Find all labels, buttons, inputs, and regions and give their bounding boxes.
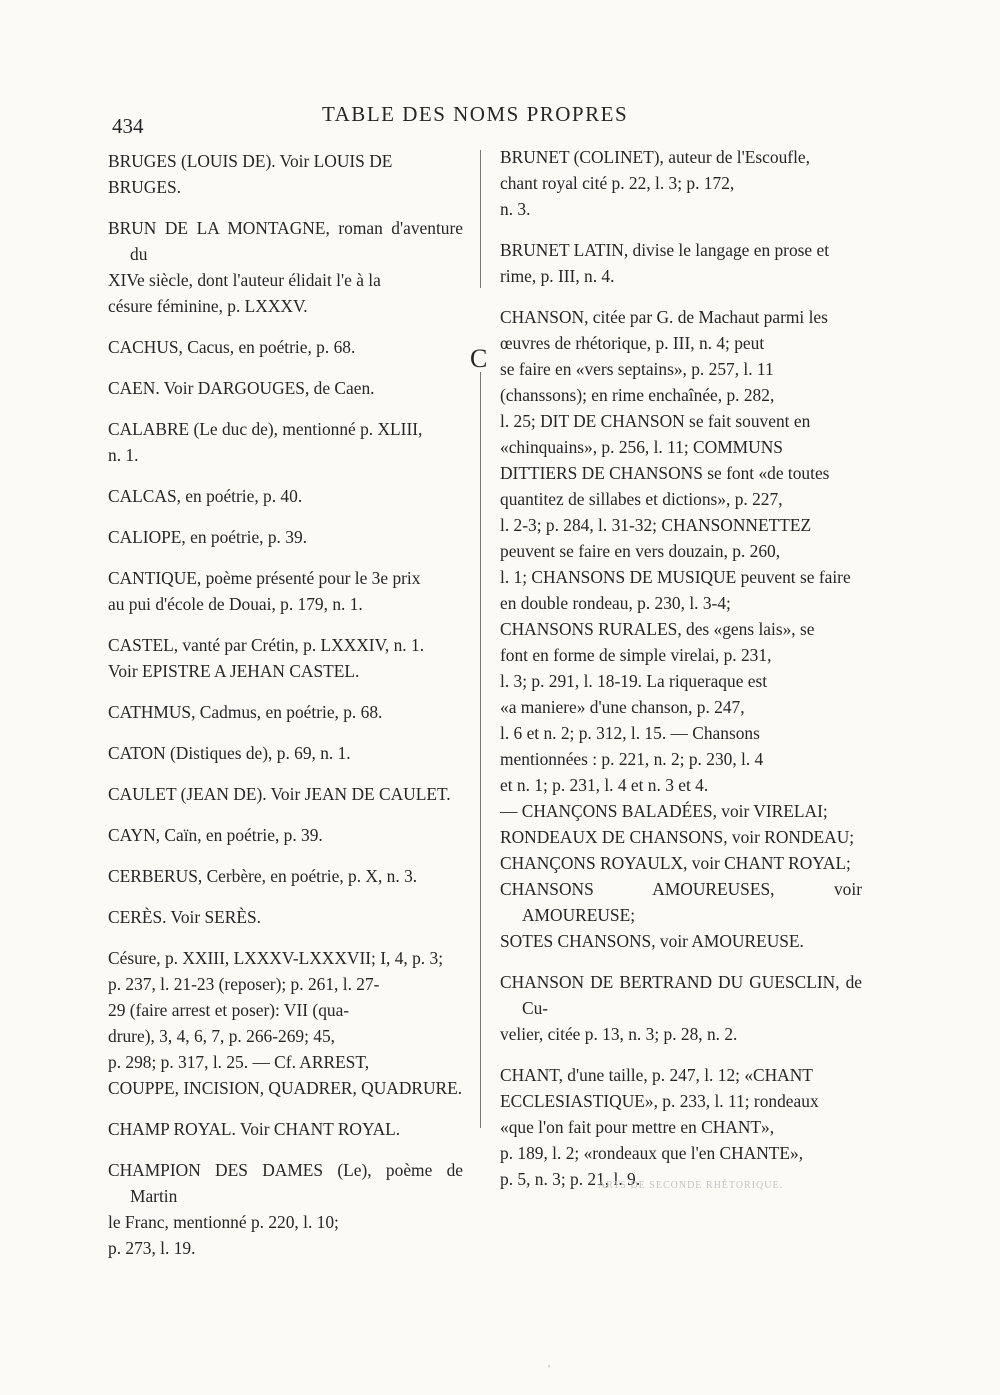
- entry-line: BRUNET (COLINET), auteur de l'Escoufle,: [500, 147, 810, 167]
- entry-line: le Franc, mentionné p. 220, l. 10;: [108, 1212, 339, 1232]
- index-entry: [108, 740, 463, 766]
- entry-line: CALIOPE, en poétrie, p. 39.: [108, 527, 307, 547]
- index-entry: [500, 144, 862, 222]
- entry-line: XIVe siècle, dont l'auteur élidait l'e à la: [108, 270, 381, 290]
- entry-line: l. 1; CHANSONS DE MUSIQUE peuvent se faire: [500, 567, 851, 587]
- index-entry: [108, 781, 463, 807]
- entry-line: CALCAS, en poétrie, p. 40.: [108, 486, 303, 506]
- entry-line: «a maniere» d'une chanson, p. 247,: [500, 697, 745, 717]
- entry-line: l. 2-3; p. 284, l. 31-32; CHANSONNETTEZ: [500, 515, 812, 535]
- entry-line: CHANÇONS ROYAULX, voir CHANT ROYAL;: [500, 853, 851, 873]
- entry-line: p. 189, l. 2; «rondeaux que l'en CHANTE»,: [500, 1143, 804, 1163]
- entry-line: «que l'on fait pour mettre en CHANT»,: [500, 1117, 775, 1137]
- index-entry: [108, 945, 463, 1101]
- entry-line: (chanssons); en rime enchaînée, p. 282,: [500, 385, 775, 405]
- entry-line: CASTEL, vanté par Crétin, p. LXXXIV, n. 1.: [108, 635, 425, 655]
- index-entry: [500, 969, 862, 1047]
- entry-line: l. 6 et n. 2; p. 312, l. 15. — Chansons: [500, 723, 760, 743]
- entry-line: CHANSONS AMOUREUSES, voir AMOUREUSE;: [500, 879, 862, 925]
- entry-line: RONDEAUX DE CHANSONS, voir RONDEAU;: [500, 827, 855, 847]
- entry-line: «chinquains», p. 256, l. 11; COMMUNS: [500, 437, 783, 457]
- entry-line: CHAMP ROYAL. Voir CHANT ROYAL.: [108, 1119, 401, 1139]
- page-number: 434: [112, 114, 144, 138]
- entry-line: CATON (Distiques de), p. 69, n. 1.: [108, 743, 351, 763]
- right-column: [500, 144, 862, 1207]
- entry-line: l. 3; p. 291, l. 18-19. La riqueraque est: [500, 671, 768, 691]
- entry-line: Voir EPISTRE A JEHAN CASTEL.: [108, 661, 360, 681]
- entry-line: p. 298; p. 317, l. 25. — Cf. ARREST,: [108, 1052, 370, 1072]
- entry-line: BRUGES.: [108, 177, 181, 197]
- entry-line: CHANSONS RURALES, des «gens lais», se: [500, 619, 815, 639]
- entry-line: Césure, p. XXIII, LXXXV-LXXXVII; I, 4, p. 3;: [108, 948, 444, 968]
- entry-line: rime, p. III, n. 4.: [500, 266, 615, 286]
- entry-line: césure féminine, p. LXXXV.: [108, 296, 308, 316]
- entry-line: et n. 1; p. 231, l. 4 et n. 3 et 4.: [500, 775, 709, 795]
- entry-line: CHANSON, citée par G. de Machaut parmi les: [500, 307, 828, 327]
- index-entry: [108, 416, 463, 468]
- index-entry: [500, 237, 862, 289]
- entry-line: BRUN DE LA MONTAGNE, roman d'aventure du: [108, 218, 463, 264]
- index-entry: [500, 304, 862, 954]
- entry-line: se faire en «vers septains», p. 257, l. 11: [500, 359, 774, 379]
- entry-line: peuvent se faire en vers douzain, p. 260,: [500, 541, 781, 561]
- entry-line: CACHUS, Cacus, en poétrie, p. 68.: [108, 337, 356, 357]
- index-entry: [108, 632, 463, 684]
- footer-mark: ': [548, 1363, 550, 1375]
- running-head: TABLE DES NOMS PROPRES: [322, 102, 629, 126]
- index-entry: [108, 863, 463, 889]
- index-entry: [108, 565, 463, 617]
- entry-line: CERBERUS, Cerbère, en poétrie, p. X, n. 3.: [108, 866, 418, 886]
- entry-line: BRUNET LATIN, divise le langage en prose et: [500, 240, 830, 260]
- index-entry: [108, 215, 463, 319]
- entry-line: CALABRE (Le duc de), mentionné p. XLIII,: [108, 419, 423, 439]
- entry-line: ECCLESIASTIQUE», p. 233, l. 11; rondeaux: [500, 1091, 819, 1111]
- entry-line: velier, citée p. 13, n. 3; p. 28, n. 2.: [500, 1024, 738, 1044]
- index-entry: [108, 375, 463, 401]
- column-rule-bottom: [480, 372, 481, 1128]
- entry-line: CAEN. Voir DARGOUGES, de Caen.: [108, 378, 375, 398]
- entry-line: BRUGES (LOUIS DE). Voir LOUIS DE: [108, 151, 393, 171]
- index-entry: [108, 1157, 463, 1261]
- entry-line: CAYN, Caïn, en poétrie, p. 39.: [108, 825, 323, 845]
- column-rule-top: [480, 150, 481, 288]
- entry-line: CANTIQUE, poème présenté pour le 3e prix: [108, 568, 421, 588]
- entry-line: — CHANÇONS BALADÉES, voir VIRELAI;: [500, 801, 828, 821]
- entry-line: CATHMUS, Cadmus, en poétrie, p. 68.: [108, 702, 383, 722]
- index-entry: [108, 483, 463, 509]
- index-entry: [108, 822, 463, 848]
- index-entry: [108, 148, 463, 200]
- entry-line: drure), 3, 4, 6, 7, p. 266-269; 45,: [108, 1026, 336, 1046]
- entry-line: CHAMPION DES DAMES (Le), poème de Martin: [108, 1160, 463, 1206]
- entry-line: p. 237, l. 21-23 (reposer); p. 261, l. 27-: [108, 974, 380, 994]
- entry-line: CHANSON DE BERTRAND DU GUESCLIN, de Cu-: [500, 972, 862, 1018]
- entry-line: quantitez de sillabes et dictions», p. 227,: [500, 489, 783, 509]
- entry-line: CHANT, d'une taille, p. 247, l. 12; «CHANT: [500, 1065, 813, 1085]
- entry-line: en double rondeau, p. 230, l. 3-4;: [500, 593, 731, 613]
- entry-line: COUPPE, INCISION, QUADRER, QUADRURE.: [108, 1078, 463, 1098]
- entry-line: n. 1.: [108, 445, 139, 465]
- entry-line: p. 273, l. 19.: [108, 1238, 196, 1258]
- entry-line: l. 25; DIT DE CHANSON se fait souvent en: [500, 411, 811, 431]
- entry-line: mentionnées : p. 221, n. 2; p. 230, l. 4: [500, 749, 764, 769]
- entry-line: SOTES CHANSONS, voir AMOUREUSE.: [500, 931, 804, 951]
- index-entry: [108, 699, 463, 725]
- section-letter: C: [470, 344, 488, 373]
- entry-line: n. 3.: [500, 199, 531, 219]
- footer-signature: ARTS DE SECONDE RHÉTORIQUE.: [598, 1180, 784, 1191]
- entry-line: font en forme de simple virelai, p. 231,: [500, 645, 772, 665]
- index-entry: [108, 334, 463, 360]
- entry-line: p. 5, n. 3; p. 21, l. 9.: [500, 1169, 641, 1189]
- entry-line: au pui d'école de Douai, p. 179, n. 1.: [108, 594, 363, 614]
- entry-line: 29 (faire arrest et poser): VII (qua-: [108, 1000, 350, 1020]
- entry-line: DITTIERS DE CHANSONS se font «de toutes: [500, 463, 830, 483]
- left-column: [108, 148, 463, 1276]
- index-entry: [500, 1062, 862, 1192]
- entry-line: CERÈS. Voir SERÈS.: [108, 907, 262, 927]
- index-entry: [108, 524, 463, 550]
- index-entry: [108, 904, 463, 930]
- index-entry: [108, 1116, 463, 1142]
- entry-line: œuvres de rhétorique, p. III, n. 4; peut: [500, 333, 765, 353]
- entry-line: CAULET (JEAN DE). Voir JEAN DE CAULET.: [108, 784, 451, 804]
- entry-line: chant royal cité p. 22, l. 3; p. 172,: [500, 173, 735, 193]
